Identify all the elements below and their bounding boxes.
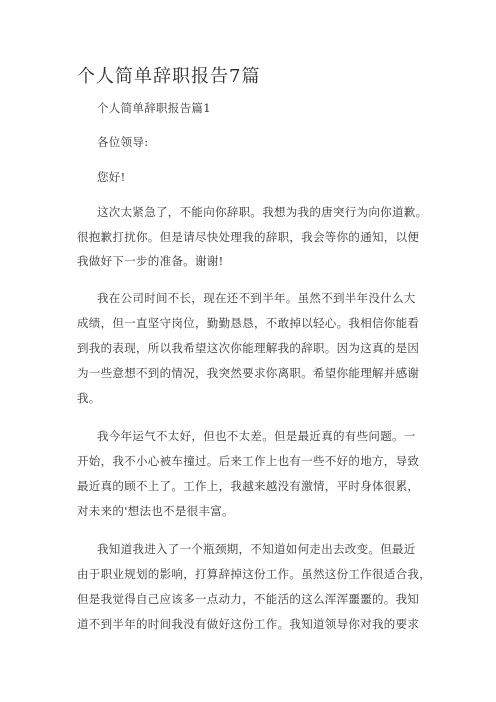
paragraph-2-line-2: 成绩，但一直坚守岗位，勤勤恳恳，不敢掉以轻心。我相信你能看 <box>77 316 420 330</box>
paragraph-1-line-3: 我做好下一步的准备。谢谢! <box>77 254 224 268</box>
salutation: 各位领导: <box>97 135 149 149</box>
greeting: 您好! <box>97 170 126 184</box>
paragraph-1-line-1: 这次太紧急了，不能向你辞职。我想为我的唐突行为向你道歉。 <box>97 205 428 219</box>
document-subtitle: 个人简单辞职报告篇1 <box>97 101 211 115</box>
paragraph-4-line-3: 但是我觉得自己应该多一点动力，不能活的这么浑浑噩噩的。我知 <box>77 592 420 606</box>
paragraph-3-line-4: 对未来的'想法也不是很丰富。 <box>77 504 234 518</box>
paragraph-2-line-4: 为一些意想不到的情况，我突然要求你离职。希望你能理解并感谢 <box>77 366 420 380</box>
paragraph-4-line-4: 道不到半年的时间我没有做好这份工作。我知道领导你对我的要求 <box>77 617 420 631</box>
paragraph-3-line-2: 开始，我不小心被车撞过。后来工作上也有一些不好的地方，导致 <box>77 454 420 468</box>
paragraph-2-line-1: 我在公司时间不长，现在还不到半年。虽然不到半年没什么大 <box>97 291 416 305</box>
paragraph-4-line-2: 由于职业规划的影响，打算辞掉这份工作。虽然这份工作很适合我， <box>77 567 431 581</box>
document-title: 个人简单辞职报告7篇 <box>77 66 261 87</box>
paragraph-4-line-1: 我知道我进入了一个瓶颈期，不知道如何走出去改变。但最近 <box>97 542 416 556</box>
paragraph-2-line-3: 到我的表现，所以我希望这次你能理解我的辞职。因为这真的是因 <box>77 341 420 355</box>
paragraph-2-line-5: 我。 <box>77 391 101 405</box>
paragraph-3-line-3: 最近真的顾不上了。工作上，我越来越没有激情，平时身体很累， <box>77 479 420 493</box>
paragraph-1-line-2: 很抱歉打扰你。但是请尽快处理我的辞职，我会等你的通知，以便 <box>77 230 420 244</box>
paragraph-3-line-1: 我今年运气不太好，但也不太差。但是最近真的有些问题。一 <box>97 429 416 443</box>
